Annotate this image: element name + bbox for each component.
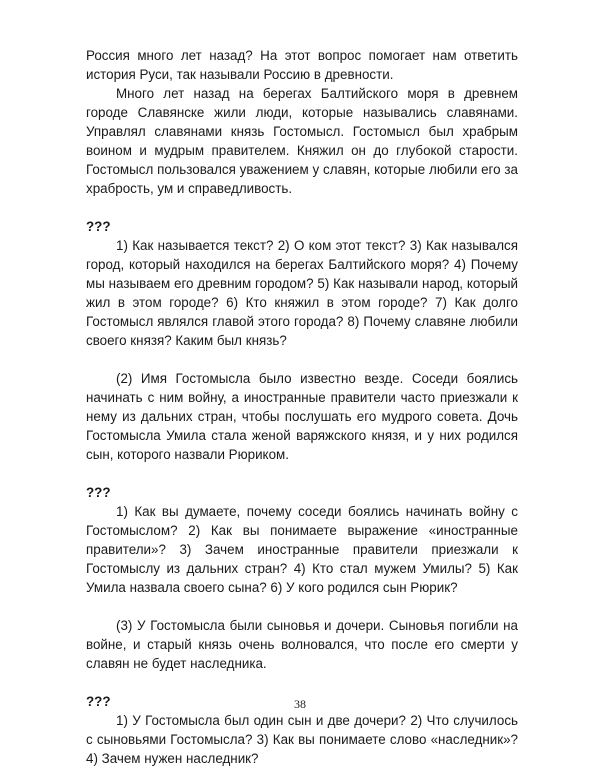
story-paragraph-2: (2) Имя Гостомысла было известно везде. Соседи боялись начинать с ним войну, а иностранные правители часто приезжали к нему из дальних стран, чтобы послушать его мудрого совета. Дочь Гостомысла Умила стала женой варяжского князя, и у них родился сын, которого назвали Рюриком. [86, 371, 518, 462]
questions-block-2: 1) Как вы думаете, почему соседи боялись начинать войну с Гостомыслом? 2) Как вы понимаете выражение «иностранные правители»? 3) Зачем иностранные правители приезжали к Гостомыслу из дальних стран? 4) Кто стал мужем Умилы? 5) Как Умила назвала своего сына? 6) У кого родился сын Рюрик? [86, 504, 518, 595]
spacer [86, 464, 518, 483]
spacer [86, 198, 518, 217]
spacer [86, 597, 518, 616]
questions-block-1: 1) Как называется текст? 2) О ком этот текст? 3) Как назывался город, который находился на берегах Балтийского моря? 4) Почему мы называем его древним городом? 5) Как называли народ, который жил в этом городе? 6) Кто княжил в этом городе? 7) Как долго Гостомысл являлся главой этого города? 8) Почему славяне любили своего князя? Каким был князь? [86, 238, 518, 348]
questions-heading: ??? [86, 219, 111, 234]
questions-block-3: 1) У Гостомысла был один сын и две дочери? 2) Что случилось с сыновьями Гостомысла? 3) Как вы понимаете слово «наследник»? 4) Зачем нужен наследник? [86, 713, 518, 766]
story-paragraph-1: Много лет назад на берегах Балтийского моря в древнем городе Славянске жили люди, которые назывались славянами. Управлял славянами князь Гостомысл. Гостомысл был храбрым воином и мудрым правителем. Княжил он до глубокой старости. Гостомысл пользовался уважением у славян, которые любили его за храбрость, ум и справедливость. [86, 86, 518, 196]
intro-continuation-text: Россия много лет назад? На этот вопрос помогает нам ответить история Руси, так называли Россию в древности. [86, 48, 518, 82]
spacer [86, 673, 518, 692]
story-paragraph-3: (3) У Гостомысла были сыновья и дочери. Сыновья погибли на войне, и старый князь очень волновался, что после его смерти у славян не будет наследника. [86, 618, 518, 671]
page-number: 38 [294, 697, 306, 711]
questions-heading: ??? [86, 485, 111, 500]
spacer [86, 350, 518, 369]
questions-heading: ??? [86, 694, 111, 709]
